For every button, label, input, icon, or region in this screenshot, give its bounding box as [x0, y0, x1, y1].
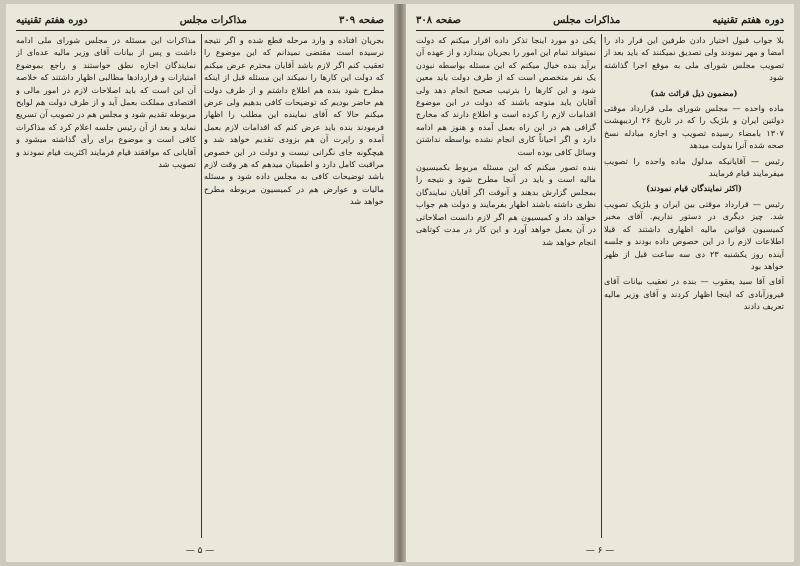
- left-page-column-left: [16, 34, 196, 538]
- book-spread: [6, 4, 794, 562]
- paragraph: آقای آقا سید یعقوب — بنده در تعقیب بیانات آقای فیروزآبادی که اینجا اظهار کردند و آقای وزیر مالیه تعریف دادند: [604, 276, 784, 312]
- left-page-column-right: [204, 34, 384, 538]
- column-divider: [601, 34, 602, 538]
- right-page: [406, 4, 794, 562]
- right-page-column-right: [604, 34, 784, 538]
- section-heading: (اکثر نمایندگان قیام نمودند): [646, 183, 742, 194]
- right-page-header: [416, 10, 784, 31]
- paragraph: ماده واحده — مجلس شورای ملی قرارداد موقتی دولتین ایران و بلژیک را که در تاریخ ۲۶ اردیبهشت ۱۳۰۷ بامضاء رسیده تصویب و اجازه مبادله نسخ صحه شده آنرا بدولت میدهد: [604, 103, 784, 151]
- right-page-column-left: [416, 34, 596, 538]
- left-page-body: [16, 34, 384, 538]
- section-heading: (مضمون ذیل قرائت شد): [650, 87, 738, 98]
- paragraph: بجریان افتاده و وارد مرحله قطع شده و اگر نتیجه نرسیده است مقتضی نمیدانم که این موضوع را تعقیب کنم اگر لازم باشد آقایان محترم عرض میکنم که دولت این کارها را نمیکند این مسئله قبل از اینکه مطرح شود بنده هم اطلاع داشتم و از طرف دولت هم حاضر بودیم که توضیحات کافی بدهیم ولی عرض میکنم حالا که آقای نماینده این مطلب را اظهار فرمودند بنده باید عرض کنم که اقدامات لازم بعمل آمده و راپرت آن هم بزودی تقدیم خواهد شد و هیچگونه جای نگرانی نیست و دولت در این خصوص مراقبت کامل دارد و اطمینان میدهم که هر وقت لازم باشد توضیحات کافی به مجلس داده شود و مسئله مالیات و عوارض هم در کمیسیون مربوطه مطرح خواهد شد: [204, 35, 384, 207]
- right-page-number: صفحه ۳۰۸: [416, 14, 461, 26]
- paragraph: مذاکرات این مسئله در مجلس شورای ملی ادامه داشت و پس از بیانات آقای وزیر مالیه عده‌ای از نمایندگان اجازه نطق خواستند و راجع بموضوع امتیازات و قراردادها مطالبی اظهار داشتند که خلاصه آن این است که باید اصلاحات لازم در امور مالی و اقتصادی مملکت بعمل آید و از طرف دولت هم لوایح مربوطه تقدیم شود و مجلس هم در تصویب آن تسریع نماید و بعد از آن رئیس جلسه اعلام کرد که مذاکرات کافی است و موضوع برای رأی گذاشته میشود و آقایانی که موافقند قیام فرمایند اکثریت قیام نمودند و تصویب شد: [16, 35, 196, 170]
- right-page-body: [416, 34, 784, 538]
- column-divider: [201, 34, 202, 538]
- right-page-title: مذاکرات مجلس: [553, 14, 621, 26]
- paragraph: یکی دو مورد اینجا تذکر داده اقرار میکنم که دولت نمیتواند تمام این امور را بجریان بیندازد و از عهده آن برآید بنده خیال میکنم که این مسئله بواسطه نبودن یک نفر متخصص است که از طرف دولت باید معین شود و این کارها را بترتیب صحیح انجام دهد ولی آقایان باید متوجه باشند که دولت در این موضوع اقدامات لازم را کرده است و اطلاع دارند که مخارج گزافی هم در این راه بعمل آمده و هنوز هم ادامه دارد و اگر احیاناً کاری انجام نشده بواسطه نداشتن وسائل کافی بوده است: [416, 35, 596, 157]
- paragraph: بنده تصور میکنم که این مسئله مربوط بکمیسیون مالیه است و باید در آنجا مطرح شود و نتیجه را بمجلس گزارش بدهند و آنوقت اگر آقایان نمایندگان نظری داشته باشند اظهار بفرمایند و دولت هم جواب خواهد داد و کمیسیون هم اگر لازم دانست اصلاحاتی در آن بعمل خواهد آورد و این کار در مدت کوتاهی انجام خواهد شد: [416, 162, 596, 247]
- left-page-title: مذاکرات مجلس: [179, 14, 247, 26]
- paragraph: رئیس — آقایانیکه مدلول ماده واحده را تصویب میفرمایند قیام فرمایند: [604, 155, 784, 179]
- right-page-session: دوره هفتم تقنینیه: [712, 14, 784, 26]
- left-page-footer: — ۵ —: [185, 546, 215, 556]
- left-page-number: صفحه ۳۰۹: [339, 14, 384, 26]
- left-page: [6, 4, 394, 562]
- right-page-footer: — ۶ —: [585, 546, 615, 556]
- paragraph: رئیس — قرارداد موقتی بین ایران و بلژیک تصویب شد. چیز دیگری در دستور نداریم. آقای مخبر کمیسیون قوانین مالیه اظهاری داشتند که قبلا اطلاعات لازم را در این خصوص داده بودند و جلسه آینده روز یکشنبه ۲۳ دی سه ساعت قبل از ظهر خواهد بود: [604, 198, 784, 271]
- left-page-session: دوره هفتم تقنینیه: [16, 14, 88, 26]
- book-gutter: [394, 4, 406, 562]
- left-page-header: [16, 10, 384, 31]
- paragraph: بلا جواب قبول اختیار دادن طرفین این قرار داد را امضا و مهر نمودند ولی تصدیق نمیکنند که باید بعد از تصویب مجلس شورای ملی به موقع اجرا گذاشته شود: [604, 35, 784, 83]
